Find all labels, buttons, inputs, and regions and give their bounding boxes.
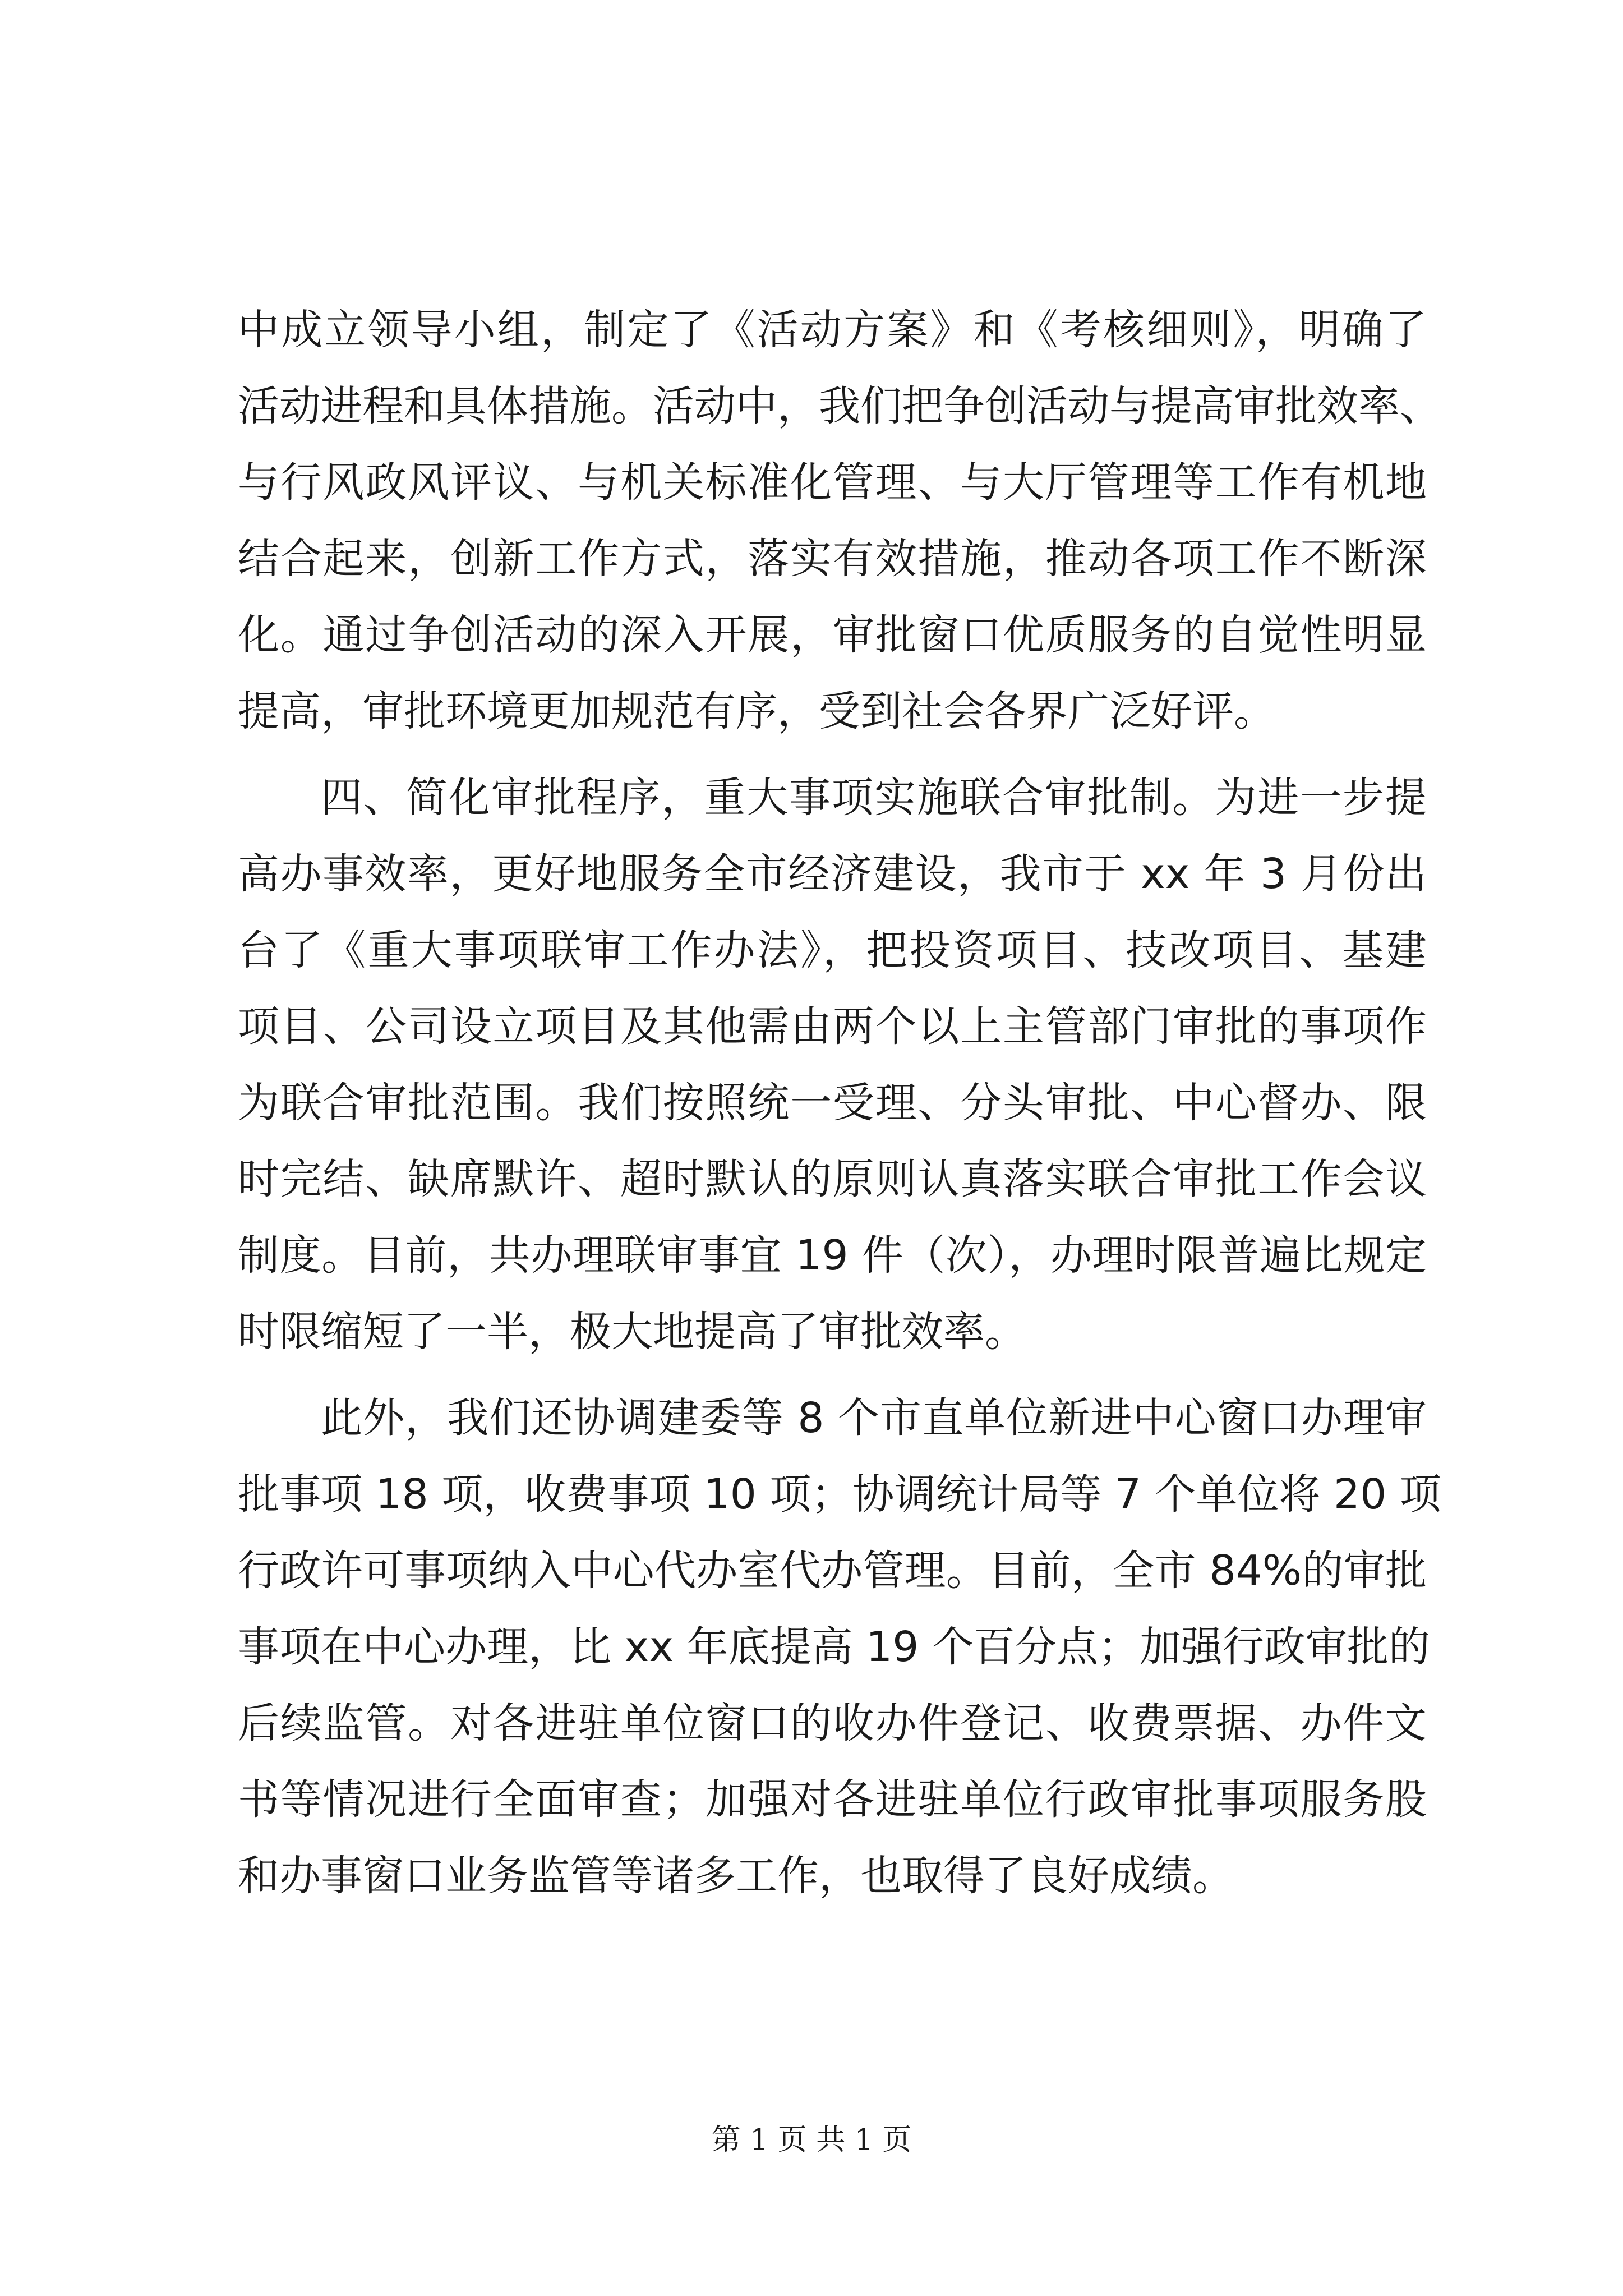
text-line: 台了《重大事项联审工作办法》，把投资项目、技改项目、基建 <box>238 926 1427 974</box>
page-footer <box>0 2120 1623 2160</box>
text-line: 高办事效率，更好地服务全市经济建设，我市于 xx 年 3 月份出 <box>238 850 1427 898</box>
text-line: 后续监管。对各进驻单位窗口的收办件登记、收费票据、办件文 <box>238 1699 1427 1747</box>
text-line: 书等情况进行全面审查；加强对各进驻单位行政审批事项服务股 <box>238 1775 1427 1824</box>
text-line: 事项在中心办理，比 xx 年底提高 19 个百分点；加强行政审批的 <box>238 1623 1430 1671</box>
text-line: 制度。目前，共办理联审事宜 19 件（次），办理时限普遍比规定 <box>238 1231 1427 1280</box>
text-line: 结合起来，创新工作方式，落实有效措施，推动各项工作不断深 <box>238 535 1427 583</box>
text-line: 项目、公司设立项目及其他需由两个以上主管部门审批的事项作 <box>238 1002 1427 1051</box>
paragraph-gap <box>238 1370 1427 1380</box>
text-line: 和办事窗口业务监管等诸多工作，也取得了良好成绩。 <box>238 1852 1234 1900</box>
page-number-label: 第 1 页 共 1 页 <box>711 2123 912 2157</box>
text-line: 提高，审批环境更加规范有序，受到社会各界广泛好评。 <box>238 687 1275 735</box>
text-line: 行政许可事项纳入中心代办室代办管理。目前，全市 84%的审批 <box>238 1547 1427 1595</box>
paragraph-gap <box>238 749 1427 760</box>
text-line: 与行风政风评议、与机关标准化管理、与大厅管理等工作有机地 <box>238 458 1427 507</box>
text-line: 为联合审批范围。我们按照统一受理、分头审批、中心督办、限 <box>238 1079 1427 1127</box>
text-line: 批事项 18 项，收费事项 10 项；协调统计局等 7 个单位将 20 项 <box>238 1470 1441 1519</box>
text-line: 活动进程和具体措施。活动中，我们把争创活动与提高审批效率、 <box>238 382 1441 430</box>
text-line: 中成立领导小组，制定了《活动方案》和《考核细则》，明确了 <box>238 306 1427 354</box>
document-body <box>238 292 1441 1914</box>
text-line: 化。通过争创活动的深入开展，审批窗口优质服务的自觉性明显 <box>238 611 1427 659</box>
text-line: 此外，我们还协调建委等 8 个市直单位新进中心窗口办理审 <box>321 1394 1427 1442</box>
text-line: 时完结、缺席默许、超时默认的原则认真落实联合审批工作会议 <box>238 1155 1427 1203</box>
text-line: 四、简化审批程序，重大事项实施联合审批制。为进一步提 <box>321 774 1427 822</box>
text-line: 时限缩短了一半，极大地提高了审批效率。 <box>238 1308 1026 1356</box>
